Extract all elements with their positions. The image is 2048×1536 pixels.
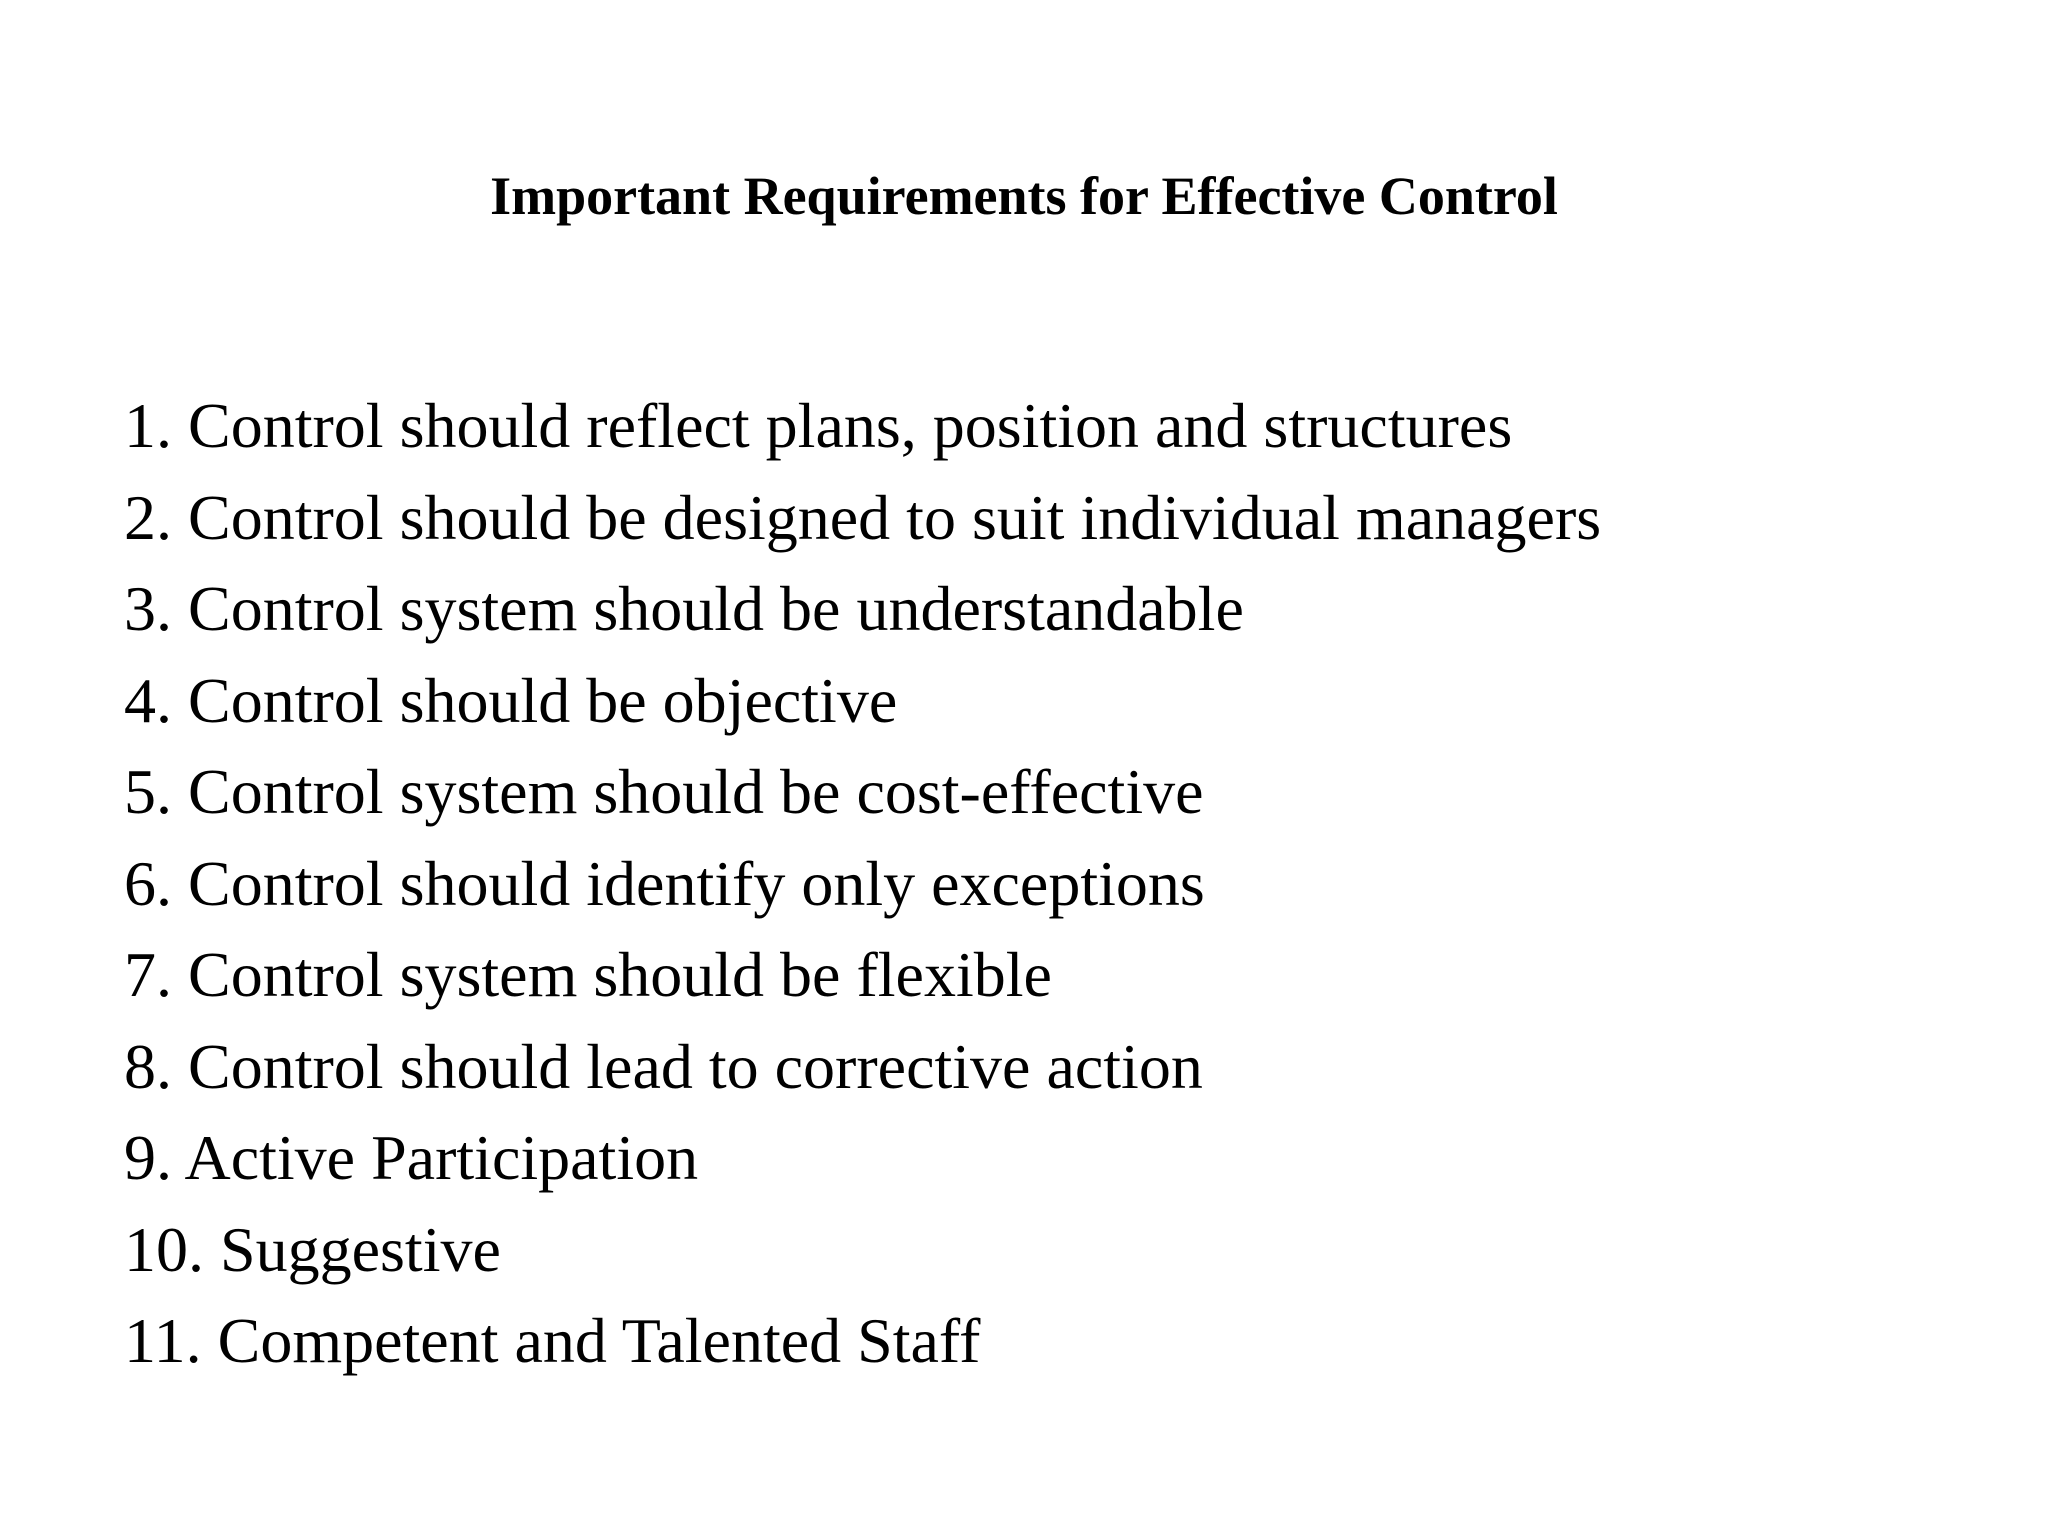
list-item: 5. Control system should be cost-effective (124, 756, 1204, 827)
list-item: 9. Active Participation (124, 1122, 699, 1193)
list-item: 1. Control should reflect plans, position and structures (124, 390, 1513, 461)
list-item: 6. Control should identify only exceptions (124, 847, 1205, 919)
list-item: 3. Control system should be understandable (124, 573, 1244, 644)
list-item: 7. Control system should be flexible (124, 939, 1052, 1010)
list-item: 4. Control should be objective (124, 664, 898, 736)
list-item: 8. Control should lead to corrective action (124, 1030, 1203, 1102)
list-item: 11. Competent and Talented Staff (124, 1305, 981, 1376)
list-item: 2. Control should be designed to suit individual managers (124, 481, 1602, 553)
list-item: 10. Suggestive (124, 1213, 501, 1285)
slide-title: Important Requirements for Effective Control (490, 166, 1558, 226)
requirements-list (124, 380, 1601, 1387)
